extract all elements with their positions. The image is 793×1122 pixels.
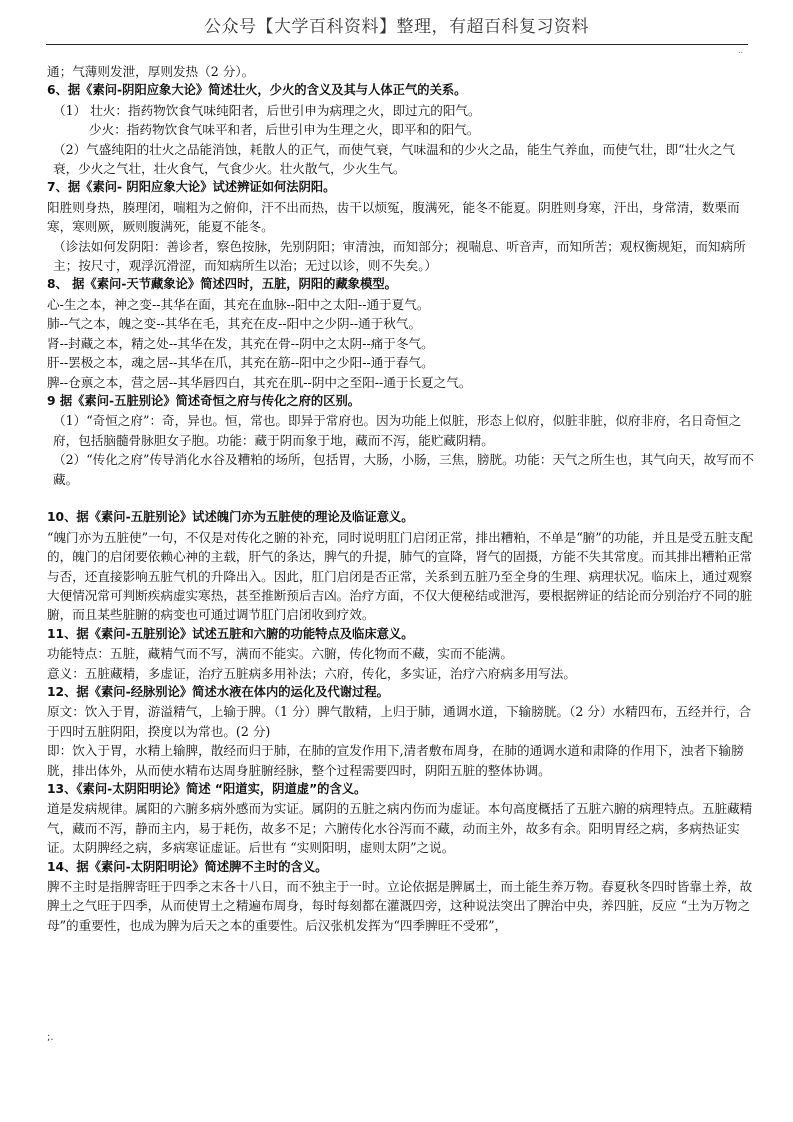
answer-paragraph: “魄门亦为五脏使”一句，不仅是对传化之腑的补充，同时说明肛门启闭正常，排出糟粕，不单是“腑”的功能，并且是受五脏支配的，魄门的启闭要依赖心神的主载，肝气的条达，脾气的升提，肺气的宣降，肾气的固摄，方能不失其常度。而其排出糟粕正常与否，还直接影响五脏气机的升降出入。因此，肛门启闭是否正常，关系到五脏乃至全身的生理、病理状况。临床上，通过观察大便情况常可判断疾病虚实寒热，甚至推断预后吉凶。治疗方面，不仅大便秘结或泄泻，要根据辨证的结论而分别治疗不同的脏腑，而且某些脏腑的病变也可通过调节肛门启闭收到疗效。 xyxy=(47,529,753,623)
question-heading: 9 据《素问-五脏别论》简述奇恒之府与传化之府的区别。 xyxy=(47,393,361,408)
document-body xyxy=(47,62,757,935)
question-heading: 6、据《素问-阴阳应象大论》简述壮火，少火的含义及其与人体正气的关系。 xyxy=(47,83,467,98)
blank-line xyxy=(47,489,757,508)
question-heading: 7、据《素问- 阴阳应象大论》试述辨证如何法阴阳。 xyxy=(47,180,336,195)
answer-paragraph: 少火：指药物饮食气味平和者，后世引申为生理之火，即平和的阳气。 xyxy=(89,122,480,138)
answer-paragraph: 肺--气之本，魄之变--其华在毛，其充在皮--阳中之少阴--通于秋气。 xyxy=(47,316,422,332)
answer-paragraph: 通；气薄则发泄，厚则发热（2 分）。 xyxy=(47,64,255,79)
answer-paragraph: 原文：饮入于胃，游溢精气，上输于脾。（1 分）脾气散精，上归于肺，通调水道，下输膀胱。（2 分）水精四布，五经并行，合于四时五脏阴阳，揆度以为常也。(2 分) xyxy=(47,704,752,739)
answer-paragraph: 即：饮入于胃，水精上输脾，散经而归于肺，在肺的宣发作用下,清者敷布周身，在肺的通调水道和肃降的作用下，浊者下输膀胱，排出体外，从而使水精布达周身脏腑经脉，整个过程需要四时，阴阳五脏的整体协调。 xyxy=(47,743,744,778)
answer-paragraph: 肝--罢极之本，魂之居--其华在爪，其充在筋--阳中之少阳--通于春气。 xyxy=(47,355,434,371)
answer-paragraph: （2）“传化之府”传导消化水谷及糟粕的场所，包括胃，大肠，小肠，三焦，膀胱。功能：天气之所生也，其气向天，故写而不藏。 xyxy=(53,452,754,487)
header-corner-mark: .. xyxy=(738,46,744,55)
footer-mark: ;. xyxy=(47,1032,54,1043)
question-heading: 13、《素问-太阴阳明论》简述 “阳道实，阴道虚”的含义。 xyxy=(47,782,367,797)
answer-paragraph: 功能特点：五脏，藏精气而不写，满而不能实。六腑，传化物而不藏，实而不能满。 xyxy=(47,646,513,662)
answer-paragraph: 脾不主时是指脾寄旺于四季之末各十八日，而不独主于一时。立论依据是脾属土，而土能生养万物。春夏秋冬四时皆靠土养，故脾土之气旺于四季，从而使胃土之精遍布周身，每时每刻都在灌溉四旁，这种说法突出了脾治中央，养四脏，反应 “土为万物之母”的重要性，也成为脾为后天之本的重要性。后汉张机发挥为“四季脾旺不受邪”， xyxy=(47,879,753,933)
answer-paragraph: 心-生之本，神之变--其华在面，其充在血脉--阳中之太阳--通于夏气。 xyxy=(47,296,430,312)
question-heading: 10、据《素问-五脏别论》试述魄门亦为五脏使的理论及临证意义。 xyxy=(47,510,414,525)
question-heading: 11、据《素问-五脏别论》试述五脏和六腑的功能特点及临床意义。 xyxy=(47,626,414,641)
answer-paragraph: （1）“奇恒之府”：奇，异也。恒，常也。即异于常府也。因为功能上似脏，形态上似府，似脏非脏，似府非府，名日奇恒之府，包括脑髓骨脉胆女子胞。功能：藏于阴而象于地，藏而不泻，能贮藏阴精。 xyxy=(53,413,742,448)
answer-paragraph: （1） 壮火：指药物饮食气味纯阳者，后世引申为病理之火，即过亢的阳气。 xyxy=(53,102,481,118)
question-heading: 14、据《素问-太阴阳明论》简述脾不主时的含义。 xyxy=(47,859,328,874)
question-heading: 12、据《素问-经脉别论》简述水液在体内的运化及代谢过程。 xyxy=(47,684,389,699)
answer-paragraph: 脾--仓禀之本，营之居--其华唇四白，其充在肌--阴中之至阳--通于长夏之气。 xyxy=(47,374,472,390)
answer-paragraph: （诊法如何发阴阳：善诊者，察色按脉，先别阴阳；审清浊，而知部分；视喘息、听音声，而知所苦；观权衡规矩，而知病所主；按尺寸，观浮沉滑涩，而知病所生以治；无过以诊，则不失矣。） xyxy=(53,238,746,274)
header-title: 公众号【大学百科资料】整理，有超百科复习资料 xyxy=(204,17,589,37)
answer-paragraph: 意义：五脏藏精，多虚证，治疗五脏病多用补法；六府，传化，多实证，治疗六府病多用写法。 xyxy=(47,665,576,681)
answer-paragraph: 肾--封藏之本，精之处--其华在发，其充在骨--阴中之太阴--痛于冬气。 xyxy=(47,335,434,351)
answer-paragraph: 道是发病规律。属阳的六腑多病外感而为实证。属阴的五脏之病内伤而为虚证。本句高度概括了五脏六腑的病理特点。五脏藏精气，藏而不泻，静而主内，易于耗伤，故多不足；六腑传化水谷泻而不藏，动而主外，故多有余。阳明胃经之病，多病热证实证。太阴脾经之病，多病寒证虚证。后世有 “实则阳明，虚则太阴”之说。 xyxy=(47,801,753,856)
header-divider xyxy=(46,44,748,45)
answer-paragraph: （2）气盛纯阳的壮火之品能消蚀，耗散人的正气，而使气衰，气味温和的少火之品，能生气养血，而使气壮，即“壮火之气衰，少火之气壮，壮火食气，气食少火。壮火散气，少火生气。 xyxy=(53,141,735,177)
answer-paragraph: 阳胜则身热，腠理闭，喘粗为之俯仰，汗不出而热，齿干以烦冤，腹满死，能冬不能夏。阴胜则身寒，汗出，身常清，数栗而寒，寒则厥，厥则腹满死，能夏不能冬。 xyxy=(47,199,740,235)
question-heading: 8、 据《素问-天节藏象论》简述四时，五脏，阴阳的藏象模型。 xyxy=(47,277,397,292)
